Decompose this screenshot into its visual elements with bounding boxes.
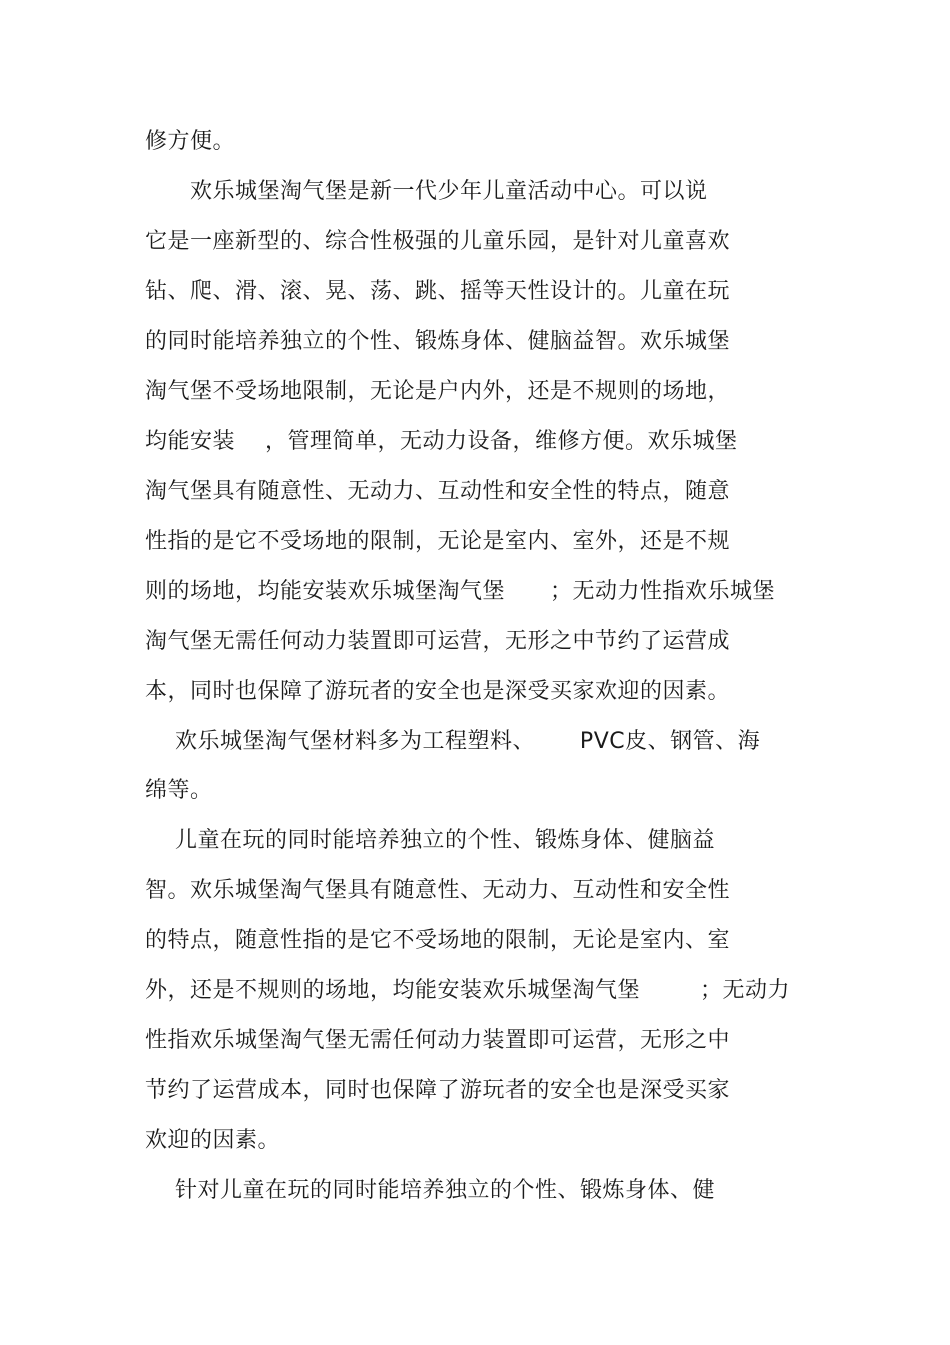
text-line: 修方便。 xyxy=(145,129,236,154)
text-line: 淘气堡无需任何动力装置即可运营，无形之中节约了运营成 xyxy=(145,629,731,654)
text-line: 的特点，随意性指的是它不受场地的限制，无论是室内、室 xyxy=(145,928,731,953)
text-line: 外，还是不规则的场地，均能安装欢乐城堡淘气堡 ；无动力 xyxy=(145,978,790,1003)
text-line: 欢迎的因素。 xyxy=(145,1128,281,1153)
text-line: 针对儿童在玩的同时能培养独立的个性、锻炼身体、健 xyxy=(145,1178,715,1203)
text-line: 本，同时也保障了游玩者的安全也是深受买家欢迎的因素。 xyxy=(145,679,731,704)
text-line: 淘气堡具有随意性、无动力、互动性和安全性的特点，随意 xyxy=(145,479,731,504)
text-line: 欢乐城堡淘气堡是新一代少年儿童活动中心。可以说 xyxy=(145,179,708,204)
text-line: 智。欢乐城堡淘气堡具有随意性、无动力、互动性和安全性 xyxy=(145,878,731,903)
text-line: 性指欢乐城堡淘气堡无需任何动力装置即可运营，无形之中 xyxy=(145,1028,731,1053)
text-line: 则的场地，均能安装欢乐城堡淘气堡 ；无动力性指欢乐城堡 xyxy=(145,579,775,604)
text-line: 性指的是它不受场地的限制，无论是室内、室外，还是不规 xyxy=(145,529,731,554)
text-line: 儿童在玩的同时能培养独立的个性、锻炼身体、健脑益 xyxy=(145,828,715,853)
text-line: 它是一座新型的、综合性极强的儿童乐园，是针对儿童喜欢 xyxy=(145,229,731,254)
text-line: 欢乐城堡淘气堡材料多为工程塑料、 PVC皮、钢管、海 xyxy=(145,729,761,754)
text-line: 均能安装 ，管理简单，无动力设备，维修方便。欢乐城堡 xyxy=(145,429,738,454)
text-line: 钻、爬、滑、滚、晃、荡、跳、摇等天性设计的。儿童在玩 xyxy=(145,279,731,304)
text-line: 节约了运营成本，同时也保障了游玩者的安全也是深受买家 xyxy=(145,1078,731,1103)
text-line: 绵等。 xyxy=(145,778,213,803)
text-line: 的同时能培养独立的个性、锻炼身体、健脑益智。欢乐城堡 xyxy=(145,329,731,354)
text-line: 淘气堡不受场地限制，无论是户内外，还是不规则的场地， xyxy=(145,379,731,404)
